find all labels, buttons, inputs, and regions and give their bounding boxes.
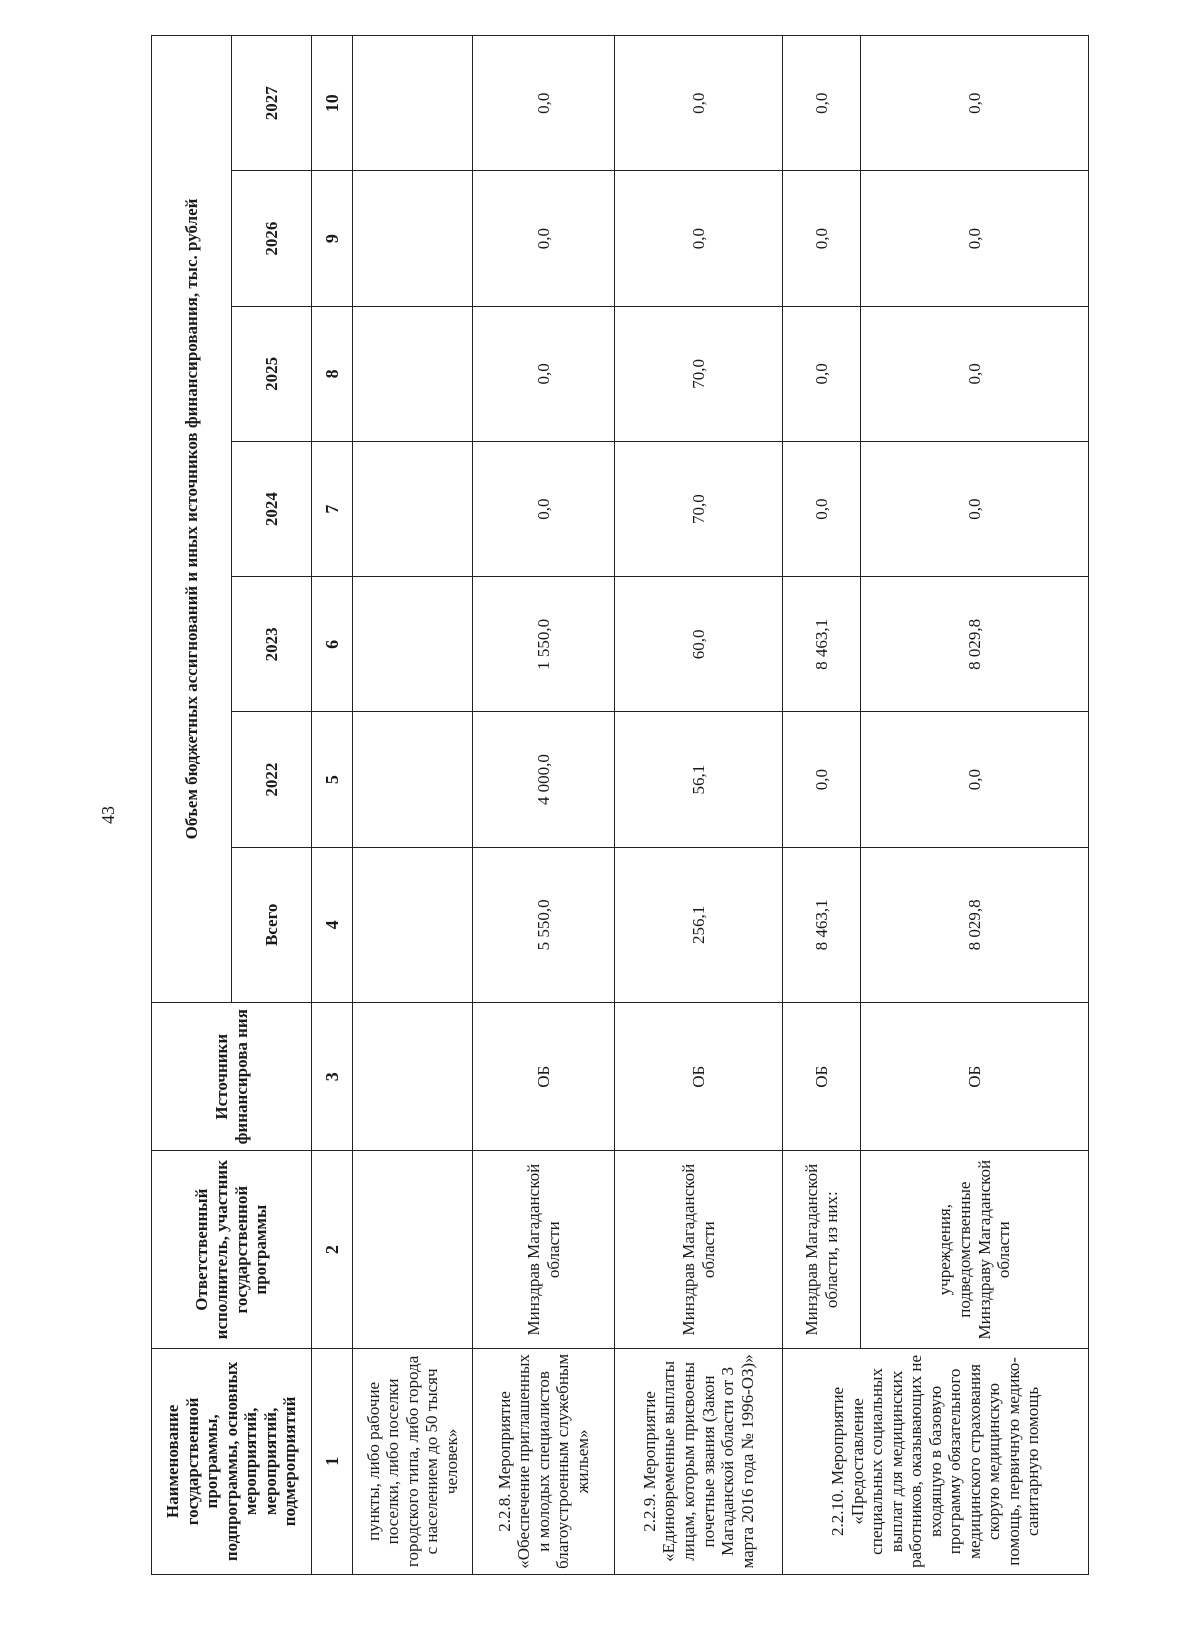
header-year-2022: 2022 (232, 712, 312, 847)
row-value: 256,1 (615, 847, 783, 1002)
row-value: 0,0 (615, 36, 783, 171)
col-number: 3 (312, 1002, 353, 1151)
row-value: 0,0 (473, 171, 615, 306)
row-value: 60,0 (615, 577, 783, 712)
col-number: 10 (312, 36, 353, 171)
header-year-2026: 2026 (232, 171, 312, 306)
row-value (353, 712, 473, 847)
header-year-2024: 2024 (232, 441, 312, 576)
row-value: 0,0 (861, 441, 1089, 576)
row-value: 0,0 (861, 306, 1089, 441)
row-name: пункты, либо рабочие поселки, либо поселки городского типа, либо города с населением до 50 тысяч человек» (353, 1348, 473, 1574)
row-value: 0,0 (473, 441, 615, 576)
col-number: 6 (312, 577, 353, 712)
table-row (353, 36, 473, 1575)
row-value: 0,0 (783, 712, 861, 847)
row-value: 1 550,0 (473, 577, 615, 712)
row-value: 70,0 (615, 306, 783, 441)
row-value: 0,0 (783, 36, 861, 171)
row-name: 2.2.10. Мероприятие «Предоставление специальных социальных выплат для медицинских работников, оказывающих не входящую в базовую программу обязательного медицинского страхования скорую медицинскую помощь, первичную медико-санитарную помощь (783, 1348, 1089, 1574)
table-row (615, 36, 783, 1575)
row-value: 0,0 (783, 441, 861, 576)
header-funding-group: Объем бюджетных ассигнований и иных источников финансирования, тыс. рублей (152, 36, 232, 1003)
row-value (353, 441, 473, 576)
row-executor: учреждения, подведомственные Минздраву Магаданской области (861, 1151, 1089, 1348)
col-number: 4 (312, 847, 353, 1002)
row-source: ОБ (473, 1002, 615, 1151)
row-value: 0,0 (861, 36, 1089, 171)
row-value: 70,0 (615, 441, 783, 576)
column-number-row (312, 36, 353, 1575)
row-value: 8 463,1 (783, 577, 861, 712)
row-value: 0,0 (473, 36, 615, 171)
header-col3: Источники финансирова ния (152, 1002, 312, 1151)
col-number: 5 (312, 712, 353, 847)
row-name: 2.2.9. Мероприятие «Единовременные выплаты лицам, которым присвоены почетные звания (Закон Магаданской области от 3 марта 2016 года № 1996-ОЗ)» (615, 1348, 783, 1574)
header-year-2025: 2025 (232, 306, 312, 441)
header-year-2027: 2027 (232, 36, 312, 171)
row-value (353, 847, 473, 1002)
financing-table (151, 35, 1089, 1575)
row-executor: Минздрав Магаданской области, из них: (783, 1151, 861, 1348)
row-source (353, 1002, 473, 1151)
row-value: 0,0 (861, 712, 1089, 847)
row-value: 0,0 (473, 306, 615, 441)
header-year-2023: 2023 (232, 577, 312, 712)
page-number: 43 (98, 806, 118, 824)
header-col1: Наименование государственной программы, подпрограммы, основных мероприятий, мероприятий, подмероприятий (152, 1348, 312, 1574)
row-name: 2.2.8. Мероприятие «Обеспечение приглашенных и молодых специалистов благоустроенным служебным жильем» (473, 1348, 615, 1574)
row-value: 0,0 (861, 171, 1089, 306)
table-row (473, 36, 615, 1575)
row-value: 8 029,8 (861, 577, 1089, 712)
row-source: ОБ (615, 1002, 783, 1151)
row-value (353, 36, 473, 171)
header-col2: Ответственный исполнитель, участник государственной программы (152, 1151, 312, 1348)
rotated-table-wrapper (151, 35, 1051, 1575)
row-value (353, 577, 473, 712)
table-row (861, 36, 1089, 1575)
row-executor: Минздрав Магаданской области (473, 1151, 615, 1348)
col-number: 1 (312, 1348, 353, 1574)
header-year-total: Всего (232, 847, 312, 1002)
row-source: ОБ (861, 1002, 1089, 1151)
table-row (783, 36, 861, 1575)
row-value (353, 306, 473, 441)
row-value: 8 463,1 (783, 847, 861, 1002)
col-number: 2 (312, 1151, 353, 1348)
row-value (353, 171, 473, 306)
row-value: 0,0 (615, 171, 783, 306)
row-value: 5 550,0 (473, 847, 615, 1002)
col-number: 8 (312, 306, 353, 441)
col-number: 7 (312, 441, 353, 576)
row-value: 0,0 (783, 306, 861, 441)
row-source: ОБ (783, 1002, 861, 1151)
row-executor (353, 1151, 473, 1348)
row-executor: Минздрав Магаданской области (615, 1151, 783, 1348)
row-value: 8 029,8 (861, 847, 1089, 1002)
col-number: 9 (312, 171, 353, 306)
row-value: 4 000,0 (473, 712, 615, 847)
row-value: 0,0 (783, 171, 861, 306)
row-value: 56,1 (615, 712, 783, 847)
